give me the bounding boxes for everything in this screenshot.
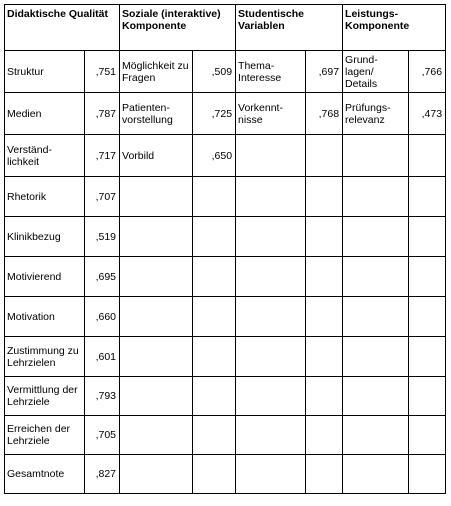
empty-cell bbox=[306, 177, 343, 217]
header-row bbox=[5, 5, 446, 51]
empty-cell bbox=[409, 257, 446, 297]
didaktik-label: Medien bbox=[5, 93, 85, 135]
empty-cell bbox=[120, 416, 193, 455]
student-label: Thema-Interesse bbox=[236, 51, 306, 93]
didaktik-value: ,717 bbox=[85, 135, 120, 177]
didaktik-label: Rhetorik bbox=[5, 177, 85, 217]
table-row bbox=[5, 135, 446, 177]
empty-cell bbox=[193, 217, 236, 257]
didaktik-label: Vermittlung der Lehrziele bbox=[5, 377, 85, 416]
didaktik-value: ,707 bbox=[85, 177, 120, 217]
sozial-value: ,650 bbox=[193, 135, 236, 177]
didaktik-value: ,695 bbox=[85, 257, 120, 297]
empty-cell bbox=[306, 416, 343, 455]
empty-cell bbox=[120, 337, 193, 377]
header-didaktische-qualitaet: Didaktische Qualität bbox=[5, 5, 120, 51]
table-row bbox=[5, 93, 446, 135]
empty-cell bbox=[236, 257, 306, 297]
didaktik-label: Struktur bbox=[5, 51, 85, 93]
empty-cell bbox=[306, 377, 343, 416]
didaktik-value: ,660 bbox=[85, 297, 120, 337]
table-row bbox=[5, 377, 446, 416]
sozial-value: ,509 bbox=[193, 51, 236, 93]
empty-cell bbox=[193, 377, 236, 416]
table-row bbox=[5, 297, 446, 337]
empty-cell bbox=[409, 297, 446, 337]
table-row bbox=[5, 257, 446, 297]
empty-cell bbox=[236, 297, 306, 337]
table-row bbox=[5, 455, 446, 494]
sozial-label: Möglichkeit zu Fragen bbox=[120, 51, 193, 93]
didaktik-label: Zustimmung zu Lehrzielen bbox=[5, 337, 85, 377]
empty-cell bbox=[236, 135, 306, 177]
empty-cell bbox=[409, 135, 446, 177]
didaktik-value: ,787 bbox=[85, 93, 120, 135]
student-value: ,768 bbox=[306, 93, 343, 135]
leistung-value: ,766 bbox=[409, 51, 446, 93]
sozial-label: Vorbild bbox=[120, 135, 193, 177]
table-row bbox=[5, 416, 446, 455]
empty-cell bbox=[236, 377, 306, 416]
empty-cell bbox=[343, 217, 409, 257]
table-row bbox=[5, 177, 446, 217]
empty-cell bbox=[409, 416, 446, 455]
empty-cell bbox=[120, 217, 193, 257]
empty-cell bbox=[343, 135, 409, 177]
empty-cell bbox=[343, 455, 409, 494]
empty-cell bbox=[236, 337, 306, 377]
empty-cell bbox=[409, 455, 446, 494]
empty-cell bbox=[409, 337, 446, 377]
student-value: ,697 bbox=[306, 51, 343, 93]
didaktik-label: Verständ-lichkeit bbox=[5, 135, 85, 177]
empty-cell bbox=[120, 297, 193, 337]
empty-cell bbox=[236, 177, 306, 217]
sozial-value: ,725 bbox=[193, 93, 236, 135]
empty-cell bbox=[306, 135, 343, 177]
didaktik-label: Gesamtnote bbox=[5, 455, 85, 494]
empty-cell bbox=[306, 297, 343, 337]
empty-cell bbox=[306, 337, 343, 377]
didaktik-label: Motivation bbox=[5, 297, 85, 337]
empty-cell bbox=[120, 177, 193, 217]
empty-cell bbox=[120, 455, 193, 494]
didaktik-value: ,751 bbox=[85, 51, 120, 93]
empty-cell bbox=[193, 297, 236, 337]
empty-cell bbox=[409, 377, 446, 416]
didaktik-value: ,793 bbox=[85, 377, 120, 416]
empty-cell bbox=[409, 177, 446, 217]
empty-cell bbox=[306, 217, 343, 257]
empty-cell bbox=[306, 455, 343, 494]
didaktik-label: Klinikbezug bbox=[5, 217, 85, 257]
leistung-label: Grund-lagen/ Details bbox=[343, 51, 409, 93]
didaktik-value: ,601 bbox=[85, 337, 120, 377]
table-row bbox=[5, 337, 446, 377]
empty-cell bbox=[193, 177, 236, 217]
empty-cell bbox=[193, 257, 236, 297]
empty-cell bbox=[343, 177, 409, 217]
didaktik-value: ,705 bbox=[85, 416, 120, 455]
empty-cell bbox=[409, 217, 446, 257]
empty-cell bbox=[343, 416, 409, 455]
empty-cell bbox=[343, 377, 409, 416]
empty-cell bbox=[193, 416, 236, 455]
leistung-value: ,473 bbox=[409, 93, 446, 135]
didaktik-value: ,827 bbox=[85, 455, 120, 494]
header-studentische-variablen: Studentische Variablen bbox=[236, 5, 343, 51]
empty-cell bbox=[343, 297, 409, 337]
header-leistungs-komponente: Leistungs-Komponente bbox=[343, 5, 446, 51]
empty-cell bbox=[236, 217, 306, 257]
header-soziale-komponente: Soziale (interaktive) Komponente bbox=[120, 5, 236, 51]
empty-cell bbox=[120, 377, 193, 416]
empty-cell bbox=[343, 257, 409, 297]
empty-cell bbox=[120, 257, 193, 297]
leistung-label: Prüfungs-relevanz bbox=[343, 93, 409, 135]
student-label: Vorkennt-nisse bbox=[236, 93, 306, 135]
empty-cell bbox=[236, 455, 306, 494]
table-row bbox=[5, 217, 446, 257]
empty-cell bbox=[306, 257, 343, 297]
factor-loadings-table bbox=[4, 4, 446, 494]
empty-cell bbox=[343, 337, 409, 377]
table-row bbox=[5, 51, 446, 93]
empty-cell bbox=[193, 337, 236, 377]
didaktik-label: Motivierend bbox=[5, 257, 85, 297]
empty-cell bbox=[193, 455, 236, 494]
empty-cell bbox=[236, 416, 306, 455]
sozial-label: Patienten-vorstellung bbox=[120, 93, 193, 135]
didaktik-value: ,519 bbox=[85, 217, 120, 257]
didaktik-label: Erreichen der Lehrziele bbox=[5, 416, 85, 455]
